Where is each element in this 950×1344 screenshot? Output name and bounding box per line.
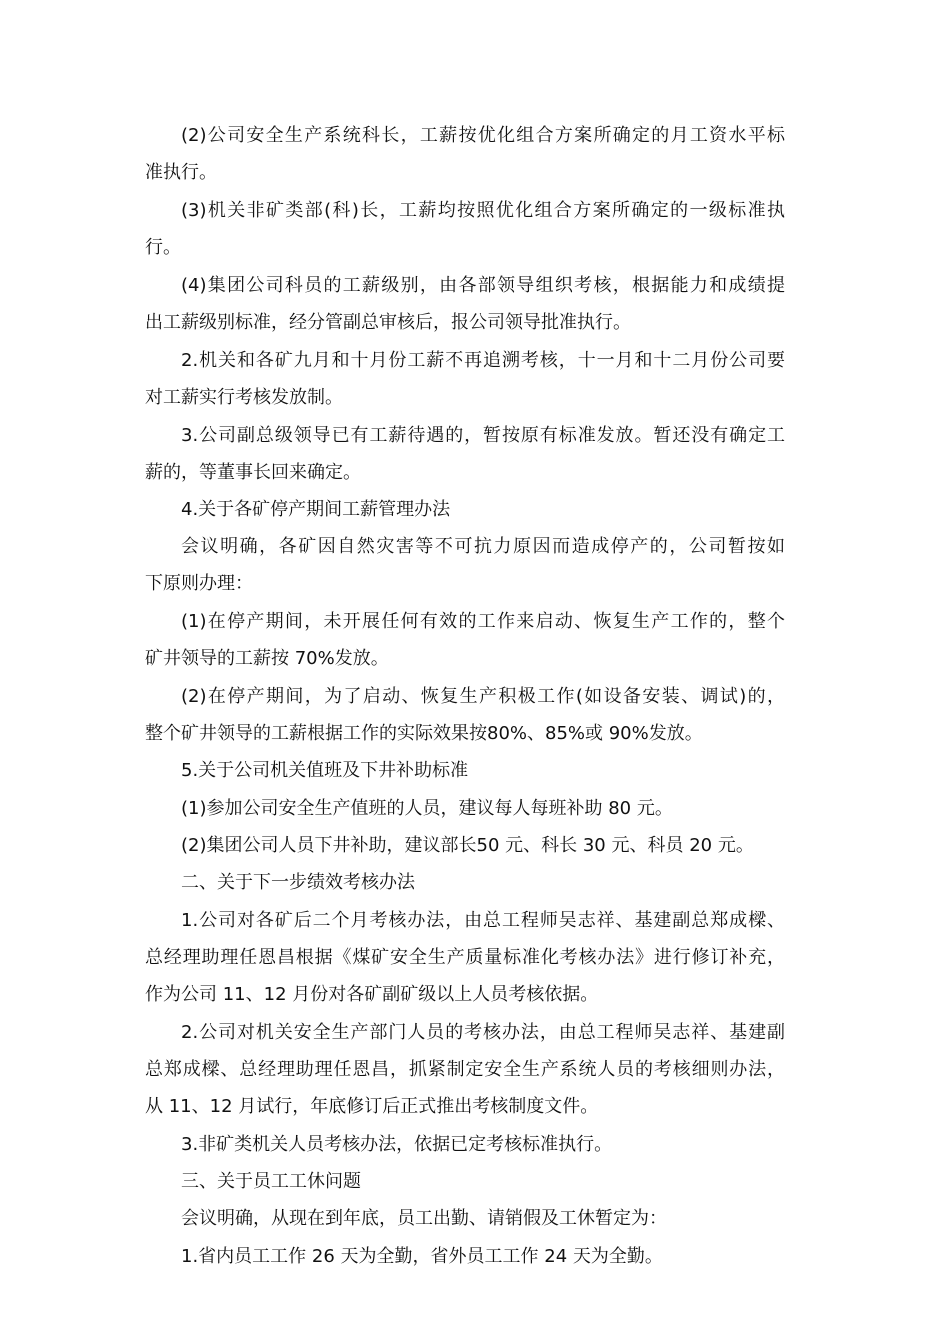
section-heading: 4.关于各矿停产期间工薪管理办法 (181, 499, 451, 520)
section-heading: 5.关于公司机关值班及下井补助标准 (181, 760, 469, 781)
text-line: 3.公司副总级领导已有工薪待遇的，暂按原有标准发放。暂还没有确定工 (181, 425, 785, 446)
section-heading: 二、关于下一步绩效考核办法 (181, 872, 415, 893)
text-line: 3.非矿类机关人员考核办法，依据已定考核标准执行。 (181, 1134, 613, 1155)
text-line: 作为公司 11、12 月份对各矿副矿级以上人员考核依据。 (145, 984, 599, 1005)
text-line: 行。 (145, 237, 181, 258)
text-line: 从 11、12 月试行，年底修订后正式推出考核制度文件。 (145, 1096, 599, 1117)
text-line: 1.省内员工工作 26 天为全勤，省外员工工作 24 天为全勤。 (181, 1246, 663, 1267)
text-line: 矿井领导的工薪按 70%发放。 (145, 648, 389, 669)
text-line: (1)在停产期间，未开展任何有效的工作来启动、恢复生产工作的，整个 (181, 611, 785, 632)
text-line: 出工薪级别标准，经分管副总审核后，报公司领导批准执行。 (145, 312, 631, 333)
text-line: 1.公司对各矿后二个月考核办法，由总工程师吴志祥、基建副总郑成樑、 (181, 910, 785, 931)
section-heading: 三、关于员工工休问题 (181, 1171, 361, 1192)
text-line: (2)集团公司人员下井补助，建议部长50 元、科长 30 元、科员 20 元。 (181, 835, 754, 856)
text-line: 2.公司对机关安全生产部门人员的考核办法，由总工程师吴志祥、基建副 (181, 1022, 785, 1043)
text-line: 整个矿井领导的工薪根据工作的实际效果按80%、85%或 90%发放。 (145, 723, 703, 744)
text-line: 总郑成樑、总经理助理任恩昌，抓紧制定安全生产系统人员的考核细则办法， (145, 1059, 785, 1080)
text-line: 对工薪实行考核发放制。 (145, 387, 343, 408)
text-line: 2.机关和各矿九月和十月份工薪不再追溯考核，十一月和十二月份公司要 (181, 350, 785, 371)
text-line: 准执行。 (145, 162, 217, 183)
text-line: (2)公司安全生产系统科长，工薪按优化组合方案所确定的月工资水平标 (181, 125, 785, 146)
text-line: 下原则办理： (145, 573, 253, 594)
text-line: 总经理助理任恩昌根据《煤矿安全生产质量标准化考核办法》进行修订补充， (145, 947, 785, 968)
text-line: (2)在停产期间，为了启动、恢复生产积极工作(如设备安装、调试)的， (181, 686, 785, 707)
text-line: 薪的，等董事长回来确定。 (145, 462, 361, 483)
text-line: 会议明确，各矿因自然灾害等不可抗力原因而造成停产的，公司暂按如 (181, 536, 785, 557)
text-line: (4)集团公司科员的工薪级别，由各部领导组织考核，根据能力和成绩提 (181, 275, 785, 296)
text-line: 会议明确，从现在到年底，员工出勤、请销假及工休暂定为： (181, 1208, 667, 1229)
text-line: (1)参加公司安全生产值班的人员，建议每人每班补助 80 元。 (181, 798, 673, 819)
text-line: (3)机关非矿类部(科)长，工薪均按照优化组合方案所确定的一级标准执 (181, 200, 785, 221)
